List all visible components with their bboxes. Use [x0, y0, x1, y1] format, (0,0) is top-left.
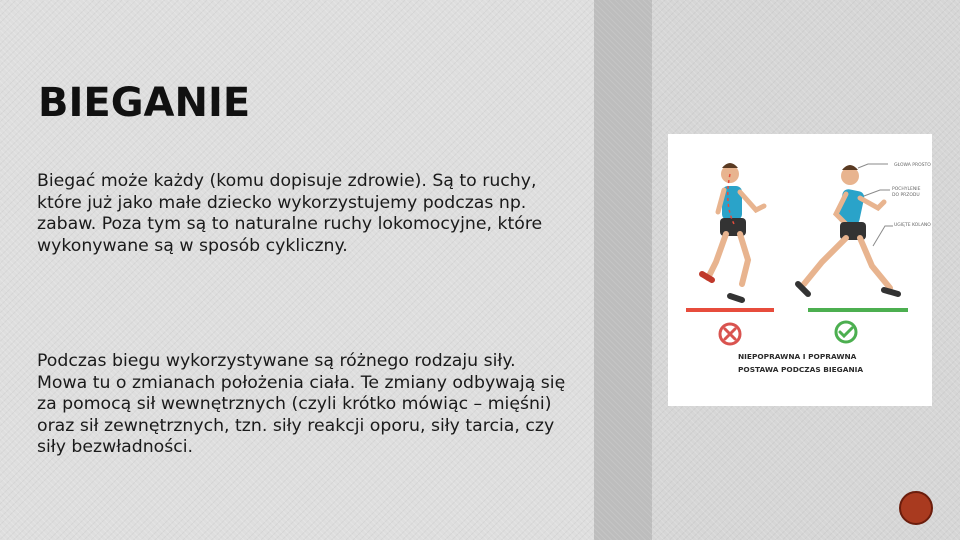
correct-check-icon [836, 322, 856, 342]
paragraph-running-intro: Biegać może każdy (komu dopisuje zdrowie). Są to ruchy, które już jako małe dziecko wykorzystujemy podczas np. zabaw. Poza tym są to naturalne ruchy lokomocyjne, które wykonywane są w sposób cykliczny. [37, 171, 543, 256]
slide-page-badge-icon [899, 491, 933, 525]
label-lean-2: DO PRZODU [892, 193, 920, 198]
label-head: GŁOWA PROSTO [894, 163, 931, 168]
runner-incorrect-figure [702, 163, 764, 300]
slide-title: BIEGANIE [38, 80, 251, 126]
label-knee: UGIĘTE KOLANO [894, 223, 931, 228]
caption-line-2: POSTAWA PODCZAS BIEGANIA [738, 365, 864, 374]
background-divider-strip [594, 0, 652, 540]
running-posture-illustration [668, 134, 932, 406]
paragraph-running-forces: Podczas biegu wykorzystywane są różnego rodzaju siły. Mowa tu o zmianach położenia ciała. Te zmiany odbywają się za pomocą sił wewnętrznych (czyli krótko mówiąc – mięśni) oraz sił zewnętrznych, tzn. siły reakcji oporu, siły tarcia, czy siły bezwładności. [37, 351, 566, 457]
incorrect-x-icon [720, 324, 740, 344]
label-lean-1: POCHYLENIE [892, 187, 921, 192]
caption-line-1: NIEPOPRAWNA I POPRAWNA [738, 352, 857, 361]
